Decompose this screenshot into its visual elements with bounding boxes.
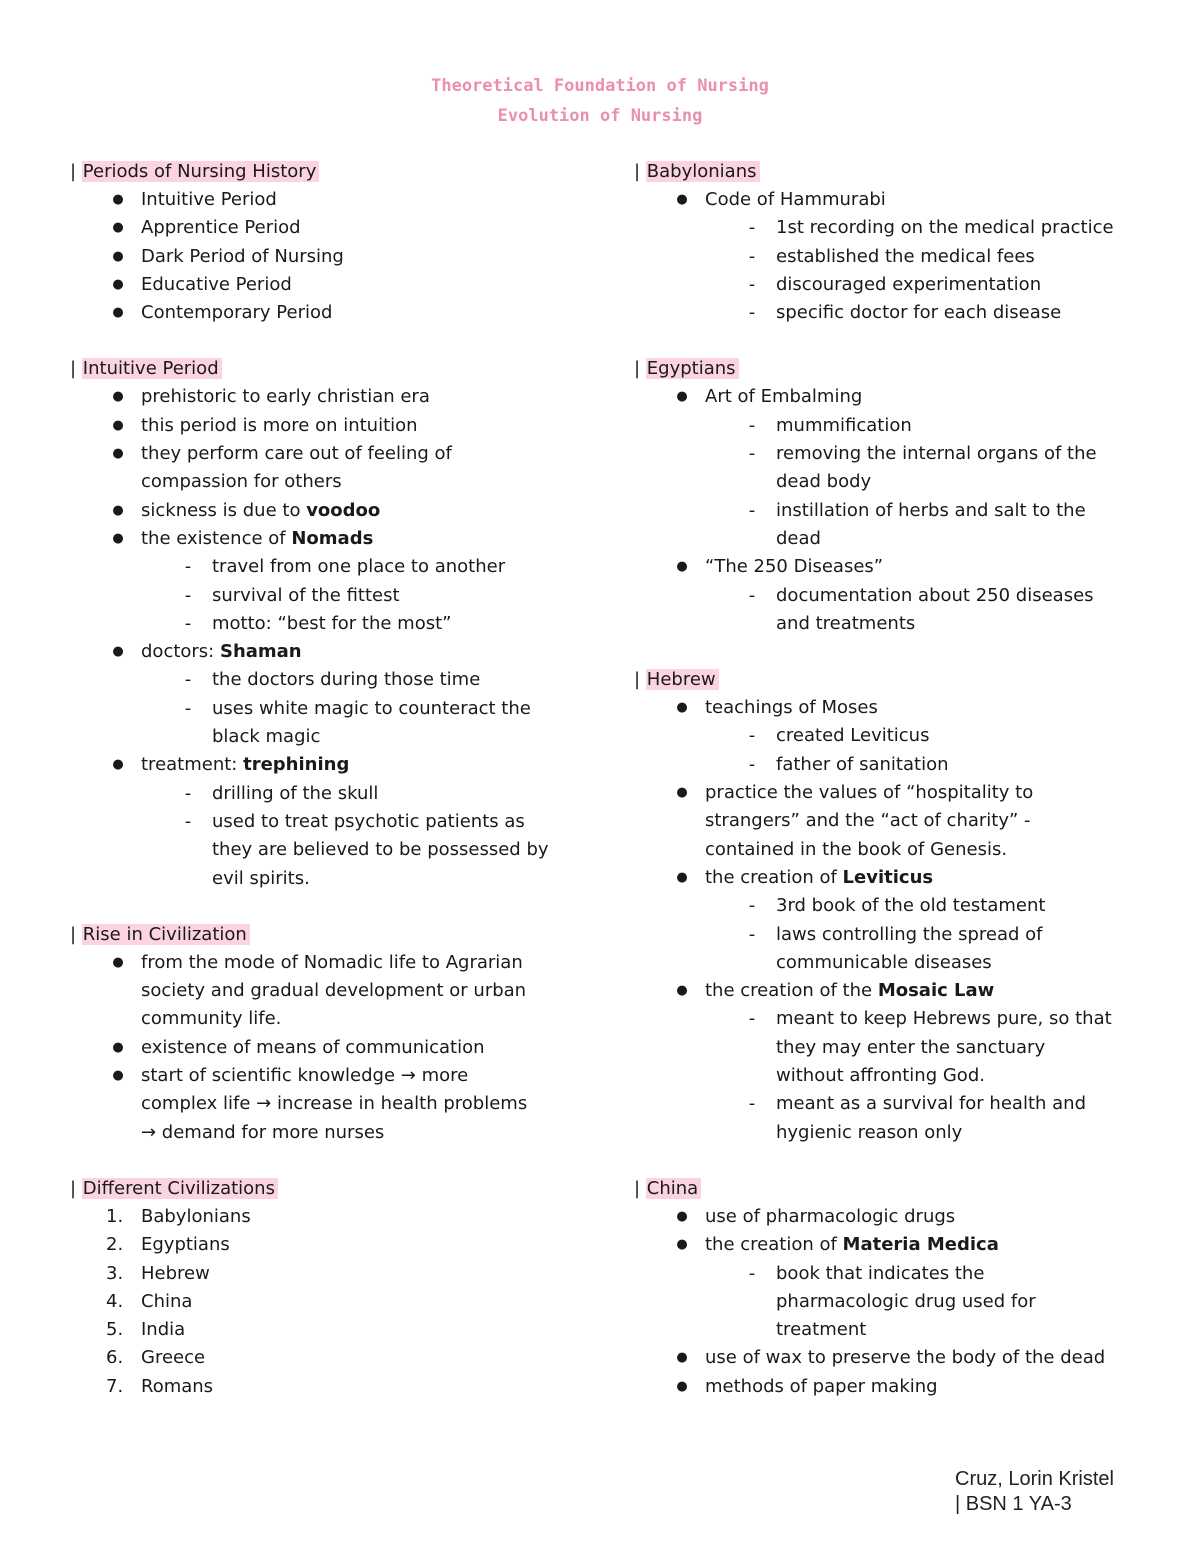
list-number: 5. bbox=[106, 1319, 124, 1341]
item-text: start of scientific knowledge → more bbox=[141, 1065, 469, 1087]
bullet-icon: ● bbox=[112, 389, 124, 405]
item-text: drilling of the skull bbox=[212, 782, 379, 804]
section-heading bbox=[70, 355, 590, 383]
list-item bbox=[70, 412, 590, 440]
bullet-icon: ● bbox=[676, 1237, 688, 1253]
item-text: the doctors during those time bbox=[212, 669, 481, 691]
item-text: established the medical fees bbox=[776, 245, 1035, 267]
bullet-icon: ● bbox=[676, 1350, 688, 1366]
section-periods bbox=[70, 158, 590, 327]
bullet-list bbox=[70, 186, 590, 327]
dash-icon: - bbox=[748, 895, 756, 917]
item-text: the creation of bbox=[705, 1234, 843, 1256]
sub-item bbox=[634, 271, 1154, 299]
item-text: Contemporary Period bbox=[141, 302, 333, 324]
item-text: communicable diseases bbox=[776, 951, 992, 973]
dash-icon: - bbox=[748, 217, 756, 239]
sub-item bbox=[634, 412, 1154, 440]
list-item bbox=[634, 383, 1154, 411]
author-name: Cruz, Lorin Kristel bbox=[955, 1468, 1114, 1490]
item-text: Babylonians bbox=[141, 1205, 251, 1227]
item-text: uses white magic to counteract the bbox=[212, 697, 531, 719]
item-text: Egyptians bbox=[141, 1234, 230, 1256]
item-text: Dark Period of Nursing bbox=[141, 245, 344, 267]
item-text: compassion for others bbox=[141, 471, 342, 493]
bold-term: Mosaic Law bbox=[877, 980, 995, 1002]
list-item bbox=[634, 864, 1154, 892]
item-text: pharmacologic drug used for bbox=[776, 1290, 1036, 1312]
document-subtitle: Evolution of Nursing bbox=[497, 106, 703, 126]
bar-marker: | bbox=[634, 669, 646, 691]
item-text: without affronting God. bbox=[776, 1065, 985, 1087]
sub-item bbox=[634, 299, 1154, 327]
item-text: motto: “best for the most” bbox=[212, 612, 452, 634]
list-item bbox=[70, 186, 590, 214]
bullet-icon: ● bbox=[112, 446, 124, 462]
bullet-list bbox=[634, 694, 1154, 1147]
document-title: Theoretical Foundation of Nursing bbox=[431, 76, 769, 96]
item-text: doctors: bbox=[141, 641, 220, 663]
dash-icon: - bbox=[184, 669, 192, 691]
bullet-icon: ● bbox=[112, 1039, 124, 1055]
author-class: | BSN 1 YA-3 bbox=[955, 1493, 1072, 1515]
list-item bbox=[70, 214, 590, 242]
heading-highlight: Different Civilizations bbox=[82, 1178, 278, 1199]
item-text: survival of the fittest bbox=[212, 584, 400, 606]
item-text: laws controlling the spread of bbox=[776, 923, 1043, 945]
list-item bbox=[70, 243, 590, 271]
item-text: travel from one place to another bbox=[212, 556, 506, 578]
dash-icon: - bbox=[748, 923, 756, 945]
item-text: Hebrew bbox=[141, 1262, 210, 1284]
item-text: use of wax to preserve the body of the dead bbox=[705, 1347, 1106, 1369]
item-text: use of pharmacologic drugs bbox=[705, 1205, 956, 1227]
section-intuitive-period bbox=[70, 355, 590, 892]
list-item bbox=[70, 440, 590, 497]
item-text: methods of paper making bbox=[705, 1375, 938, 1397]
bullet-list bbox=[70, 949, 590, 1147]
dash-icon: - bbox=[184, 556, 192, 578]
item-text: meant as a survival for health and bbox=[776, 1093, 1086, 1115]
item-text: China bbox=[141, 1290, 193, 1312]
sub-item bbox=[634, 722, 1154, 750]
section-china bbox=[634, 1175, 1154, 1401]
item-text: treatment bbox=[776, 1319, 867, 1341]
list-item bbox=[70, 1034, 590, 1062]
dash-icon: - bbox=[748, 302, 756, 324]
list-item bbox=[70, 497, 590, 525]
dash-icon: - bbox=[184, 584, 192, 606]
list-item bbox=[70, 271, 590, 299]
bullet-icon: ● bbox=[112, 192, 124, 207]
bullet-icon: ● bbox=[676, 559, 688, 575]
list-number: 3. bbox=[106, 1262, 124, 1284]
item-text: Intuitive Period bbox=[141, 189, 277, 210]
item-text: specific doctor for each disease bbox=[776, 302, 1062, 324]
bullet-icon: ● bbox=[112, 220, 124, 236]
bold-term: Materia Medica bbox=[842, 1234, 999, 1256]
bullet-icon: ● bbox=[676, 389, 688, 405]
item-text: society and gradual development or urban bbox=[141, 980, 527, 1002]
sub-item bbox=[634, 921, 1154, 978]
bar-marker: | bbox=[70, 358, 82, 380]
item-text: father of sanitation bbox=[776, 753, 949, 775]
list-item bbox=[70, 1062, 590, 1147]
section-heading bbox=[70, 1175, 590, 1203]
list-item bbox=[634, 977, 1154, 1005]
list-item bbox=[70, 1316, 590, 1344]
item-text: removing the internal organs of the bbox=[776, 443, 1097, 465]
item-text: the existence of bbox=[141, 527, 292, 549]
list-item bbox=[634, 186, 1154, 214]
sub-item bbox=[70, 553, 590, 581]
dash-icon: - bbox=[184, 810, 192, 832]
list-item bbox=[634, 1203, 1154, 1231]
bar-marker: | bbox=[70, 1177, 82, 1199]
item-text: Greece bbox=[141, 1347, 206, 1369]
list-item bbox=[70, 383, 590, 411]
bar-marker: | bbox=[634, 1177, 646, 1199]
list-item bbox=[70, 949, 590, 1034]
item-text: complex life → increase in health problems bbox=[141, 1093, 528, 1115]
sub-item bbox=[634, 243, 1154, 271]
heading-highlight: Egyptians bbox=[646, 358, 739, 379]
item-text: evil spirits. bbox=[212, 867, 310, 889]
dash-icon: - bbox=[748, 245, 756, 267]
item-text: treatment: bbox=[141, 754, 244, 776]
item-text: 3rd book of the old testament bbox=[776, 895, 1046, 917]
heading-highlight: Babylonians bbox=[646, 161, 760, 182]
heading-highlight: Hebrew bbox=[646, 669, 719, 690]
bar-marker: | bbox=[70, 923, 82, 945]
item-text: teachings of Moses bbox=[705, 697, 878, 719]
dash-icon: - bbox=[748, 1262, 756, 1284]
section-rise-in-civilization bbox=[70, 921, 590, 1147]
list-item bbox=[70, 299, 590, 327]
sub-item bbox=[634, 497, 1154, 554]
item-text: practice the values of “hospitality to bbox=[705, 782, 1034, 804]
section-heading bbox=[70, 158, 590, 186]
bullet-icon: ● bbox=[676, 1378, 688, 1394]
item-text: dead body bbox=[776, 471, 872, 493]
item-text: Apprentice Period bbox=[141, 217, 301, 239]
item-text: sickness is due to bbox=[141, 499, 307, 521]
bold-term: trephining bbox=[243, 754, 350, 776]
heading-highlight: Intuitive Period bbox=[82, 358, 222, 379]
list-item bbox=[70, 751, 590, 779]
item-text: Romans bbox=[141, 1375, 214, 1397]
item-text: and treatments bbox=[776, 612, 916, 634]
dash-icon: - bbox=[184, 697, 192, 719]
bullet-icon: ● bbox=[112, 1068, 124, 1084]
right-column bbox=[634, 158, 1154, 1429]
bold-term: Nomads bbox=[291, 527, 374, 549]
bullet-icon: ● bbox=[112, 530, 124, 546]
item-text: Educative Period bbox=[141, 273, 292, 295]
sub-item bbox=[70, 695, 590, 752]
item-text: hygienic reason only bbox=[776, 1121, 963, 1143]
bold-term: Shaman bbox=[219, 641, 302, 663]
sub-item bbox=[70, 780, 590, 808]
item-text: used to treat psychotic patients as bbox=[212, 810, 525, 832]
item-text: created Leviticus bbox=[776, 725, 930, 747]
item-text: the creation of the bbox=[705, 980, 878, 1002]
list-item bbox=[70, 1260, 590, 1288]
dash-icon: - bbox=[748, 725, 756, 747]
list-item bbox=[634, 1344, 1154, 1372]
left-column bbox=[70, 158, 590, 1429]
item-text: India bbox=[141, 1319, 186, 1341]
list-number: 6. bbox=[106, 1347, 124, 1369]
item-text: “The 250 Diseases” bbox=[705, 556, 884, 578]
list-item bbox=[634, 1231, 1154, 1259]
sub-item bbox=[634, 440, 1154, 497]
section-babylonians bbox=[634, 158, 1154, 327]
item-text: → demand for more nurses bbox=[141, 1121, 385, 1143]
sub-item bbox=[634, 751, 1154, 779]
sub-item bbox=[70, 666, 590, 694]
item-text: contained in the book of Genesis. bbox=[705, 838, 1008, 860]
bullet-icon: ● bbox=[112, 276, 124, 292]
bar-marker: | bbox=[634, 161, 646, 182]
bullet-icon: ● bbox=[112, 305, 124, 321]
bold-term: Leviticus bbox=[842, 866, 934, 888]
item-text: prehistoric to early christian era bbox=[141, 386, 430, 408]
item-text: Art of Embalming bbox=[705, 386, 863, 408]
section-different-civilizations bbox=[70, 1175, 590, 1401]
sub-item bbox=[634, 1005, 1154, 1090]
list-item bbox=[70, 1344, 590, 1372]
bullet-icon: ● bbox=[676, 869, 688, 885]
list-item bbox=[634, 694, 1154, 722]
sub-item bbox=[634, 1260, 1154, 1345]
list-item bbox=[70, 638, 590, 666]
item-text: they may enter the sanctuary bbox=[776, 1036, 1046, 1058]
section-heading bbox=[70, 921, 590, 949]
heading-highlight: Periods of Nursing History bbox=[82, 161, 320, 182]
bullet-icon: ● bbox=[112, 417, 124, 433]
dash-icon: - bbox=[748, 584, 756, 606]
dash-icon: - bbox=[184, 612, 192, 634]
item-text: documentation about 250 diseases bbox=[776, 584, 1094, 606]
item-text: the creation of bbox=[705, 866, 843, 888]
sub-item bbox=[634, 214, 1154, 242]
bullet-icon: ● bbox=[112, 757, 124, 773]
bullet-icon: ● bbox=[112, 502, 124, 518]
item-text: meant to keep Hebrews pure, so that bbox=[776, 1008, 1112, 1030]
list-number: 4. bbox=[106, 1290, 124, 1312]
sub-item bbox=[634, 1090, 1154, 1147]
list-item bbox=[634, 553, 1154, 581]
list-item bbox=[70, 1288, 590, 1316]
item-text: this period is more on intuition bbox=[141, 414, 418, 436]
item-text: black magic bbox=[212, 726, 321, 748]
item-text: they are believed to be possessed by bbox=[212, 839, 549, 861]
dash-icon: - bbox=[748, 1093, 756, 1115]
item-text: mummification bbox=[776, 414, 912, 436]
list-item bbox=[634, 779, 1154, 864]
bullet-icon: ● bbox=[112, 644, 124, 660]
sub-item bbox=[634, 582, 1154, 639]
bullet-list bbox=[70, 383, 590, 892]
item-text: book that indicates the bbox=[776, 1262, 985, 1284]
bullet-icon: ● bbox=[676, 192, 688, 207]
list-number: 7. bbox=[106, 1375, 124, 1397]
list-item bbox=[70, 1373, 590, 1401]
dash-icon: - bbox=[748, 753, 756, 775]
sub-item bbox=[634, 892, 1154, 920]
sub-item bbox=[70, 582, 590, 610]
dash-icon: - bbox=[748, 414, 756, 436]
dash-icon: - bbox=[748, 273, 756, 295]
item-text: community life. bbox=[141, 1008, 282, 1030]
bullet-list bbox=[634, 383, 1154, 638]
section-heading bbox=[634, 1175, 1154, 1203]
list-item bbox=[70, 1231, 590, 1259]
list-number: 1. bbox=[106, 1205, 124, 1227]
bullet-icon: ● bbox=[676, 1208, 688, 1224]
dash-icon: - bbox=[184, 782, 192, 804]
bar-marker: | bbox=[634, 358, 646, 380]
item-text: they perform care out of feeling of bbox=[141, 443, 452, 465]
numbered-list bbox=[70, 1203, 590, 1401]
section-hebrew bbox=[634, 666, 1154, 1147]
item-text: dead bbox=[776, 527, 821, 549]
bar-marker: | bbox=[70, 161, 82, 182]
list-item bbox=[70, 525, 590, 553]
sub-item bbox=[70, 610, 590, 638]
dash-icon: - bbox=[748, 1008, 756, 1030]
item-text: instillation of herbs and salt to the bbox=[776, 499, 1086, 521]
list-item bbox=[70, 1203, 590, 1231]
heading-highlight: Rise in Civilization bbox=[82, 924, 250, 945]
bullet-list bbox=[634, 1203, 1154, 1401]
bullet-icon: ● bbox=[112, 248, 124, 264]
item-text: Code of Hammurabi bbox=[705, 189, 886, 210]
bullet-list bbox=[634, 186, 1154, 327]
bold-term: voodoo bbox=[306, 499, 381, 521]
bullet-icon: ● bbox=[112, 954, 124, 970]
section-egyptians bbox=[634, 355, 1154, 638]
bullet-icon: ● bbox=[676, 700, 688, 716]
bullet-icon: ● bbox=[676, 983, 688, 999]
item-text: discouraged experimentation bbox=[776, 273, 1042, 295]
dash-icon: - bbox=[748, 499, 756, 521]
heading-highlight: China bbox=[646, 1178, 701, 1199]
item-text: from the mode of Nomadic life to Agrarian bbox=[141, 951, 523, 973]
list-item bbox=[634, 1373, 1154, 1401]
sub-item bbox=[70, 808, 590, 893]
list-number: 2. bbox=[106, 1234, 124, 1256]
section-heading bbox=[634, 666, 1154, 694]
item-text: 1st recording on the medical practice bbox=[776, 217, 1114, 239]
bullet-icon: ● bbox=[676, 785, 688, 801]
dash-icon: - bbox=[748, 443, 756, 465]
section-heading bbox=[634, 355, 1154, 383]
section-heading bbox=[634, 158, 1154, 186]
item-text: existence of means of communication bbox=[141, 1036, 485, 1058]
item-text: strangers” and the “act of charity” - bbox=[705, 810, 1031, 832]
